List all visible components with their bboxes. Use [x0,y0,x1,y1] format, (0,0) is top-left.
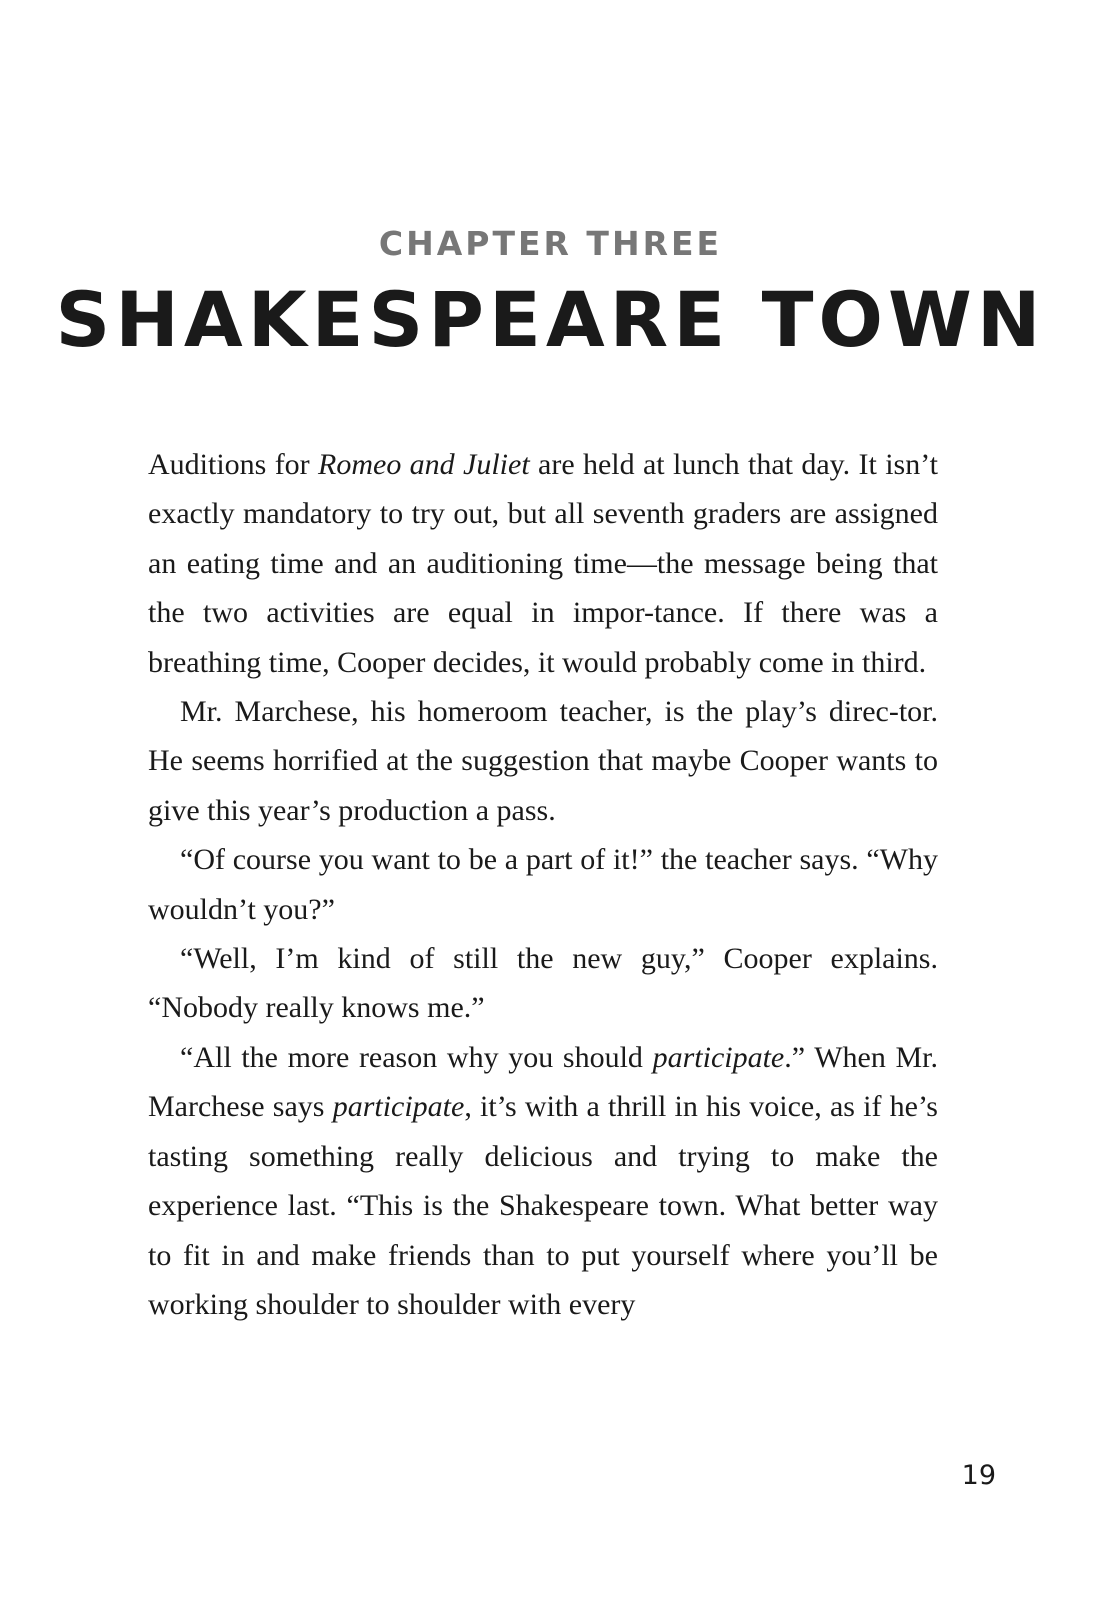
chapter-label: CHAPTER THREE [378,224,723,263]
chapter-title: SHAKESPEARE TOWN [55,275,1046,364]
book-title-italic: Romeo and Juliet [318,448,530,481]
paragraph [148,934,938,1033]
text-segment: , it’s with a thrill in his voice, as if he’s tasting something really delicious and trying to make the experience last. “This is the Shakespeare town. What better way to fit in and make friends than to put yourself where you’ll be working shoulder to shoulder with every [148,1090,938,1321]
emphasis-italic: participate [652,1040,785,1074]
paragraph [148,687,938,835]
paragraph [148,440,938,687]
text-segment: Mr. Marchese, his homeroom teacher, is the play’s direc-tor. He seems horrified at the suggestion that maybe Cooper wants to give this year’s production a pass. [148,695,938,827]
body-text [148,440,938,1329]
emphasis-italic: participate [332,1090,465,1124]
text-segment: “Of course you want to be a part of it!” the teacher says. “Why wouldn’t you?” [148,843,938,926]
text-segment: “Well, I’m kind of still the new guy,” Cooper explains. “Nobody really knows me.” [148,942,938,1025]
text-segment: Auditions for [148,448,319,481]
text-segment: .” When Mr. Marchese says [148,1040,938,1124]
paragraph [148,1033,938,1329]
paragraph [148,835,938,934]
text-segment: are held at lunch that day. It isn’t exactly mandatory to try out, but all seventh graders are assigned an eating time and an auditioning time—the message being that the two activities are equal in impor-tance. If there was a breathing time, Cooper decides, it would probably come in third. [148,448,938,679]
page-number: 19 [961,1460,996,1491]
text-segment: “All the more reason why you should [180,1040,653,1074]
